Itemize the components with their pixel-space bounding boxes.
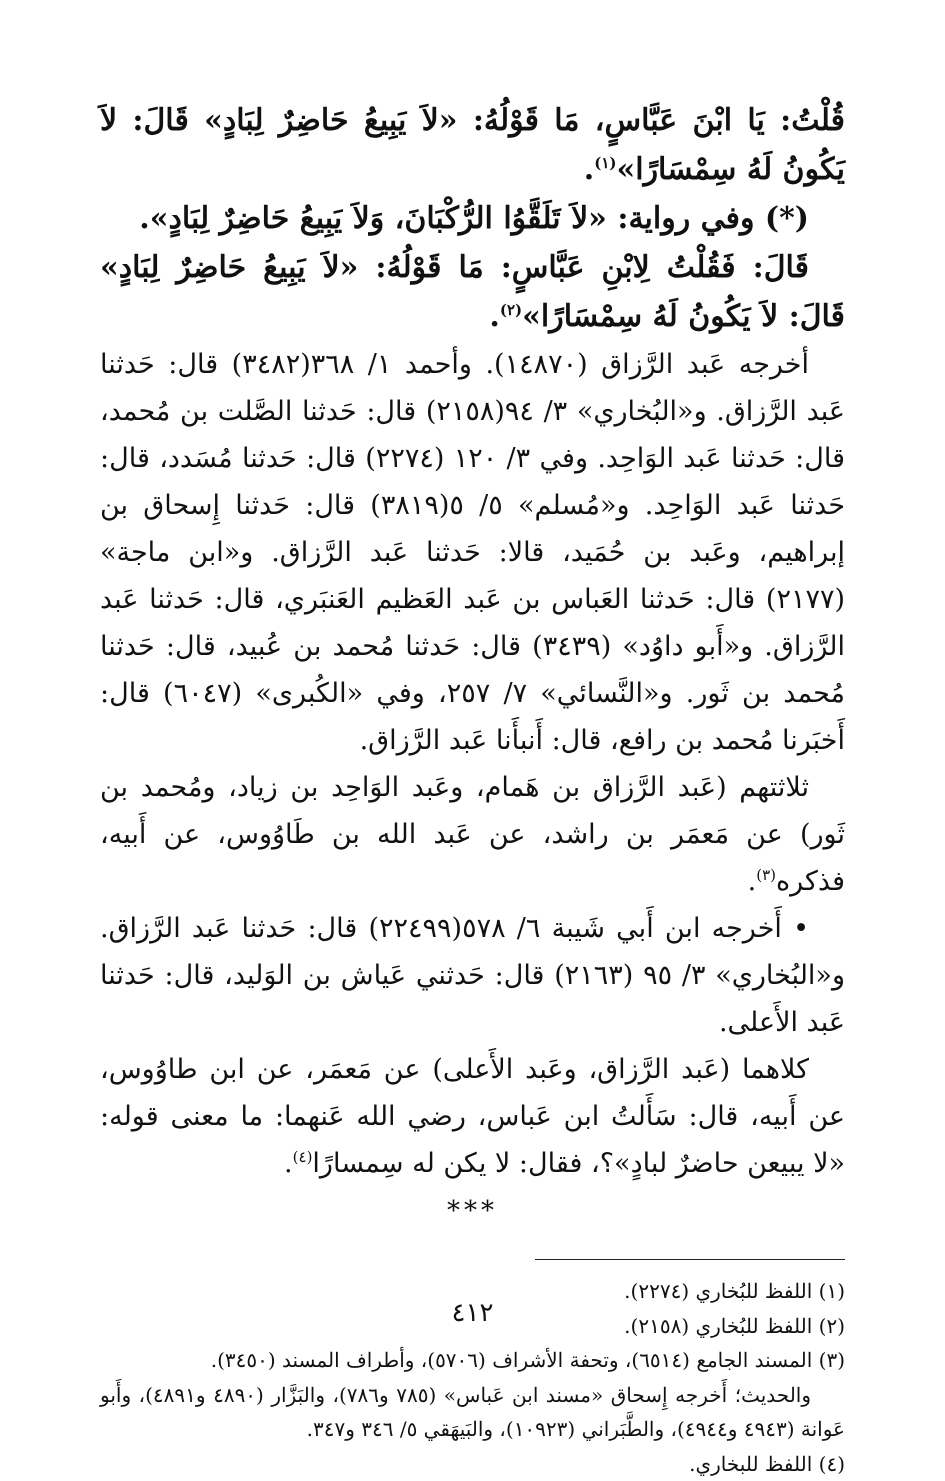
footnote-f5: (٤) اللفظ للبخاري. [100,1447,845,1481]
paragraph-p6 [100,905,845,1046]
paragraph-text: كلاهما (عَبد الرَّزاق، وعَبد الأَعلى) عن مَعمَر، عن ابن طاوُوس، عن أَبيه، قال: سَأَلتُ ابن عَباس، رضي الله عَنهما: ما معنى قوله: «لا يبيعن حاضرٌ لبادٍ»؟، فقال: لا يكن له سِمسارًا [100,1054,845,1179]
paragraph-p3 [100,243,845,341]
page-body [100,96,845,1481]
page-number: ٤١٢ [0,1298,945,1328]
paragraph-end: . [748,866,757,897]
paragraph-text: أخرجه عَبد الرَّزاق (١٤٨٧٠). وأحمد ١/ ٣٦٨(٣٤٨٢) قال: حَدثنا عَبد الرَّزاق. و«البُخاري» ٣/ ٩٤(٢١٥٨) قال: حَدثنا الصَّلت بن مُحمد، قال: حَدثنا عَبد الوَاحِد. وفي ٣/ ١٢٠ (٢٢٧٤) قال: حَدثنا مُسَدد، قال: حَدثنا عَبد الوَاحِد. و«مُسلم» ٥/ ٥(٣٨١٩) قال: حَدثنا إِسحاق بن إبراهيم، وعَبد بن حُمَيد، قالا: حَدثنا عَبد الرَّزاق. و«ابن ماجة» (٢١٧٧) قال: حَدثنا العَباس بن عَبد العَظيم العَنبَري، قال: حَدثنا عَبد الرَّزاق. و«أَبو داوُد» (٣٤٣٩) قال: حَدثنا مُحمد بن عُبيد، قال: حَدثنا مُحمد بن ثَور. و«النَّسائي» ٧/ ٢٥٧، وفي «الكُبرى» (٦٠٤٧) قال: أَخبَرنا مُحمد بن رافع، قال: أَنبأَنا عَبد الرَّزاق. [100,349,845,756]
footnote-divider [535,1259,845,1260]
footnote-f1: (١) اللفظ للبُخاري (٢٢٧٤). [100,1274,845,1309]
paragraph-end: . [584,152,594,187]
footnote-marker: (٢) [500,301,522,319]
paragraph-text: • أَخرجه ابن أَبي شَيبة ٦/ ٥٧٨(٢٢٤٩٩) قال: حَدثنا عَبد الرَّزاق. و«البُخاري» ٣/ ٩٥ (٢١٦٣) قال: حَدثني عَياش بن الوَليد، قال: حَدثنا عَبد الأَعلى. [100,913,845,1038]
footnote-f4: والحديث؛ أَخرجه إِسحاق «مسند ابن عَباس» (٧٨٥ و٧٨٦)، والبَزَّار (٤٨٩٠ و٤٨٩١)، وأَبو عَوانة (٤٩٤٣ و٤٩٤٤)، والطَّبَراني (١٠٩٢٣)، والبَيهَقي ٥/ ٣٤٦ و٣٤٧. [100,1378,845,1447]
paragraph-p5 [100,764,845,905]
footnote-f2: (٢) اللفظ للبُخاري (٢١٥٨). [100,1309,845,1344]
paragraph-text: ثلاثتهم (عَبد الرَّزاق بن هَمام، وعَبد الوَاحِد بن زياد، ومُحمد بن ثَور) عن مَعمَر بن راشد، عن عَبد الله بن طَاوُوس، عن أَبيه، فذكره [100,772,845,897]
footnote-f3: (٣) المسند الجامع (٦٥١٤)، وتحفة الأشراف (٥٧٠٦)، وأطراف المسند (٣٤٥٠). [100,1343,845,1378]
paragraph-text: قُلْتُ: يَا ابْنَ عَبَّاسٍ، مَا قَوْلُهُ: «لاَ يَبِيعُ حَاضِرٌ لِبَادٍ» قَالَ: لاَ يَكُونُ لَهُ سِمْسَارًا» [100,103,845,187]
footnote-marker: (٤) [293,1148,313,1166]
footnote-marker: (٣) [756,866,776,884]
footnote-marker: (١) [594,154,616,172]
paragraph-p4 [100,341,845,764]
main-text [100,96,845,1187]
paragraph-p2 [100,194,845,243]
paragraph-p7 [100,1046,845,1187]
section-separator: *** [100,1191,845,1231]
paragraph-text: قَالَ: فَقُلْتُ لِابْنِ عَبَّاسٍ: مَا قَوْلُهُ: «لاَ يَبِيعُ حَاضِرٌ لِبَادٍ» قَالَ: لاَ يَكُونُ لَهُ سِمْسَارًا» [100,250,845,334]
paragraph-end: . [284,1148,293,1179]
paragraph-p1 [100,96,845,194]
paragraph-text: (*) وفي رواية: «لاَ تَلَقَّوُا الرُّكْبَانَ، وَلاَ يَبِيعُ حَاضِرٌ لِبَادٍ». [139,201,809,236]
paragraph-end: . [489,299,499,334]
